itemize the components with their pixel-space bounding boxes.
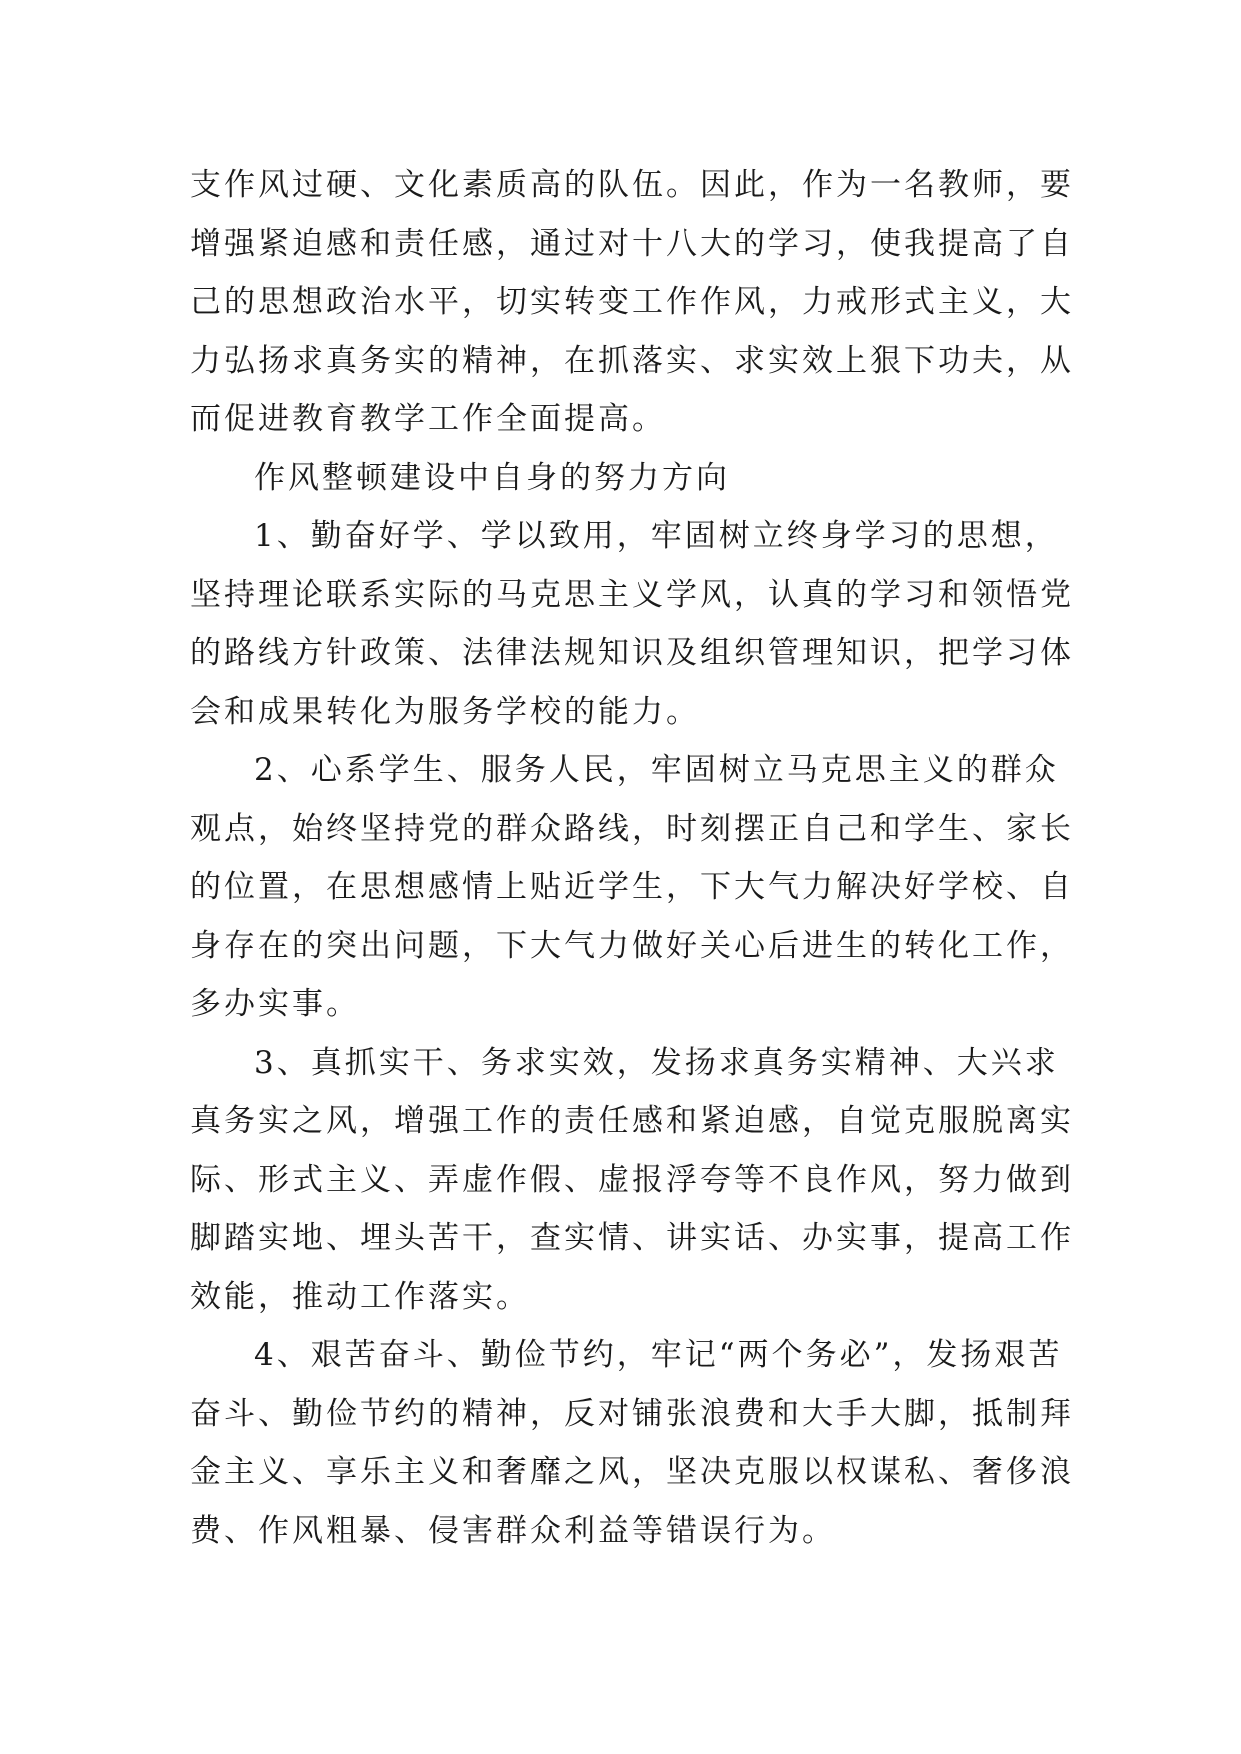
body-line: 身存在的突出问题，下大气力做好关心后进生的转化工作， [190, 927, 1074, 964]
body-line: 真务实之风，增强工作的责任感和紧迫感，自觉克服脱离实 [190, 1103, 1074, 1139]
body-line: 增强紧迫感和责任感，通过对十八大的学习，使我提高了自 [190, 225, 1074, 262]
body-line: 而促进教育教学工作全面提高。 [190, 401, 666, 437]
list-item-4-start: 4、艰苦奋斗、勤俭节约，牢记“两个务必”，发扬艰苦 [254, 1337, 1063, 1373]
body-line: 的路线方针政策、法律法规知识及组织管理知识，把学习体 [190, 635, 1074, 671]
body-line: 坚持理论联系实际的马克思主义学风，认真的学习和领悟党 [190, 576, 1074, 613]
body-line: 金主义、享乐主义和奢靡之风，坚决克服以权谋私、奢侈浪 [190, 1454, 1074, 1490]
body-line: 际、形式主义、弄虚作假、虚报浮夸等不良作风，努力做到 [190, 1161, 1074, 1198]
list-item-1-start: 1、勤奋好学、学以致用，牢固树立终身学习的思想， [254, 518, 1059, 554]
body-line: 费、作风粗暴、侵害群众利益等错误行为。 [190, 1512, 836, 1549]
body-line: 奋斗、勤俭节约的精神，反对铺张浪费和大手大脚，抵制拜 [190, 1395, 1074, 1432]
body-line: 脚踏实地、埋头苦干，查实情、讲实话、办实事，提高工作 [190, 1220, 1074, 1256]
body-line: 支作风过硬、文化素质高的队伍。因此，作为一名教师，要 [190, 167, 1074, 203]
list-item-2-start: 2、心系学生、服务人民，牢固树立马克思主义的群众 [254, 752, 1059, 788]
body-line: 多办实事。 [190, 986, 360, 1022]
body-line: 会和成果转化为服务学校的能力。 [190, 693, 700, 730]
list-item-3-start: 3、真抓实干、务求实效，发扬求真务实精神、大兴求 [254, 1044, 1059, 1081]
document-body [190, 156, 1074, 1560]
body-line: 的位置，在思想感情上贴近学生，下大气力解决好学校、自 [190, 869, 1074, 905]
section-heading: 作风整顿建设中自身的努力方向 [254, 459, 730, 496]
body-line: 观点，始终坚持党的群众路线，时刻摆正自己和学生、家长 [190, 810, 1074, 847]
body-line: 力弘扬求真务实的精神，在抓落实、求实效上狠下功夫，从 [190, 342, 1074, 379]
body-line: 己的思想政治水平，切实转变工作作风，力戒形式主义，大 [190, 284, 1074, 320]
body-line: 效能，推动工作落实。 [190, 1278, 530, 1315]
